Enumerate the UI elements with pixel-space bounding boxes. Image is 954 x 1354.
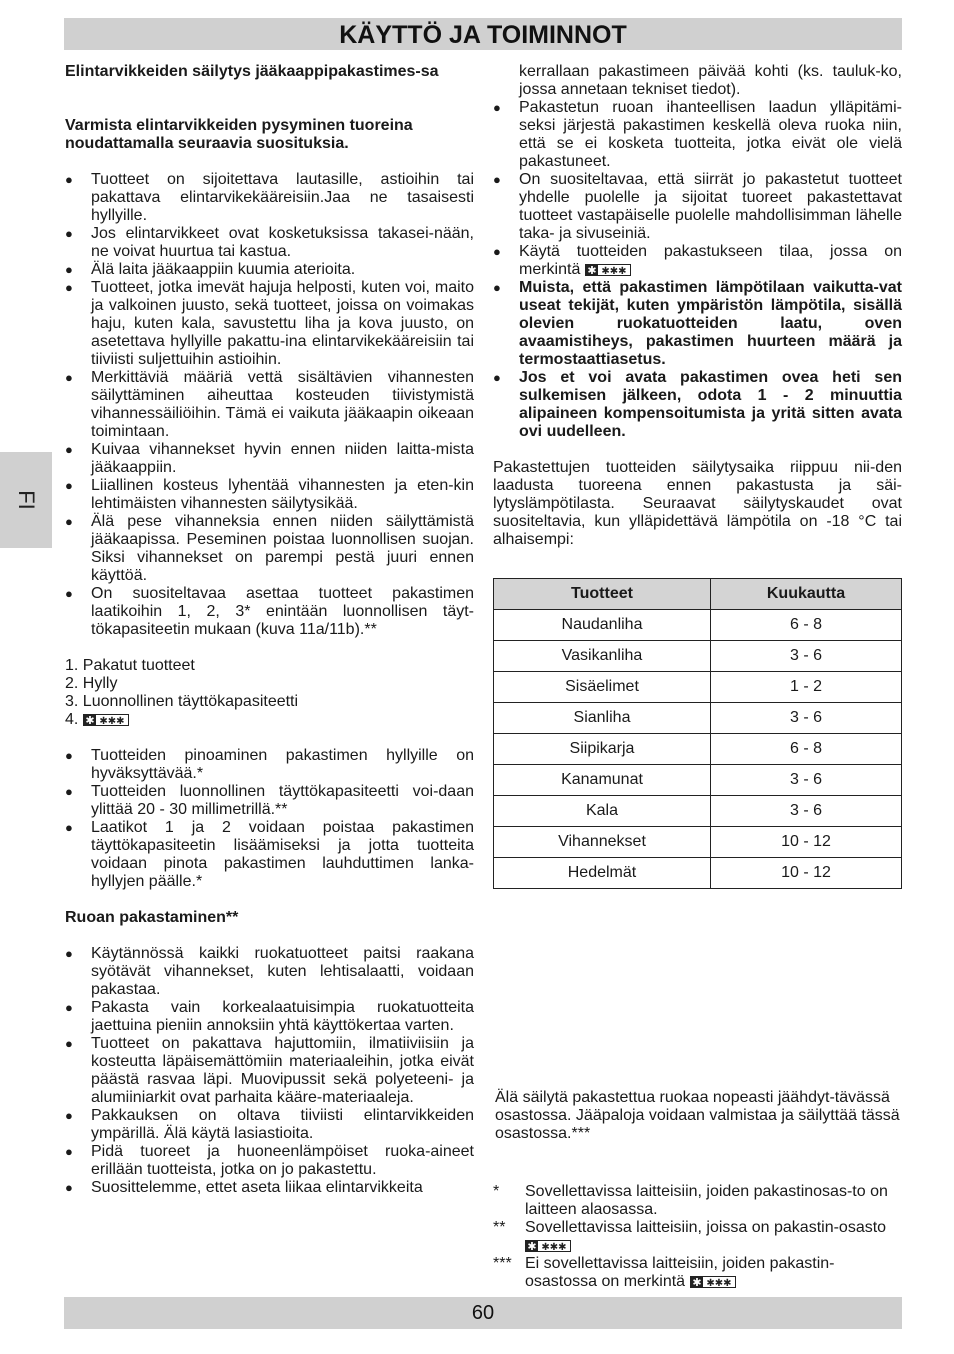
header-bar	[64, 18, 902, 50]
continued-text: kerrallaan pakastimeen päivää kohti (ks. tauluk-ko, jossa annetaan tekniset tiedot).	[519, 63, 902, 98]
section-heading-freezing: Ruoan pakastaminen**	[65, 909, 239, 926]
footnote	[493, 1255, 902, 1291]
left-column	[65, 63, 474, 1197]
legend-item: 3. Luonnollinen täyttökapasiteetti	[65, 693, 299, 710]
page-number: 60	[471, 1302, 495, 1324]
list-item: ● Pakasta vain korkealaatuisimpia ruokatuotteita jaettuina pieniin annoksiin yhtä käyttökertaa varten.	[65, 999, 474, 1035]
list-item: ● Tuotteiden pinoaminen pakastimen hyllyille on hyväksyttävää.*	[65, 747, 474, 783]
table-row	[494, 858, 902, 889]
list-item: ● Jos elintarvikkeet ovat kosketuksissa takasei-nään, ne voivat huurtua tai kastua.	[65, 225, 474, 261]
list-item: ● Suosittelemme, ettet aseta liikaa elintarvikkeita	[65, 1179, 474, 1197]
table-row	[494, 672, 902, 703]
list-item: ● Pidä tuoreet ja huoneenlämpöiset ruoka-aineet erillään tuotteista, jotka on jo pakastettu.	[65, 1143, 474, 1179]
four-star-freezer-icon	[690, 1276, 736, 1288]
table-row	[494, 827, 902, 858]
footnote	[493, 1183, 902, 1219]
months-cell: 10 - 12	[711, 858, 902, 889]
product-cell: Kala	[494, 796, 711, 827]
footnote-text: Sovellettavissa laitteisiin, joiden pakastinosas-to on laitteen alaosassa.	[525, 1183, 888, 1218]
table-row	[494, 641, 902, 672]
product-cell: Kanamunat	[494, 765, 711, 796]
svg-text:✱: ✱	[691, 1276, 702, 1288]
list-item: ● Tuotteet, jotka imevät hajuja helposti, kuten voi, maito ja valkoinen juusto, sekä tuotteet, joissa on voimakas haju, kuten kala, savustettu liha ja kova juusto, on asetettava hyllyille pakattu-ina elintarvikekääreisiin tai tiiviisti suljettuihin astioihin.	[65, 279, 474, 369]
storage-time-table	[493, 578, 902, 889]
column-header: Kuukautta	[711, 579, 902, 610]
table-header-row	[494, 579, 902, 610]
list-item: ● Pakastetun ruoan ihanteellisen laadun ylläpitämi-seksi järjestä pakastimen keskellä oleva ruoka niin, että se ei kosketa tuotteita, jotka eivät ole vielä pakastuneet.	[493, 99, 902, 171]
section-heading-storage: Elintarvikkeiden säilytys jääkaappipakastimes-sa	[65, 63, 439, 80]
list-item: ● Pakkauksen on oltava tiiviisti elintarvikkeiden ympärillä. Älä käytä lasiastioita.	[65, 1107, 474, 1143]
list-item: ● Tuotteiden luonnollinen täyttökapasiteetti voi-daan ylittää 20 - 30 millimetrillä.**	[65, 783, 474, 819]
footnote-mark: **	[493, 1219, 506, 1236]
product-cell: Naudanliha	[494, 610, 711, 641]
four-star-freezer-icon	[585, 264, 631, 276]
freezing-tips-list	[65, 945, 474, 1197]
list-item-important: ● Jos et voi avata pakastimen ovea heti sen sulkemisen jälkeen, odota 1 - 2 minuuttia alipaineen kompensoitumista ja yritä sitten avata ovi uudelleen.	[493, 369, 902, 441]
months-cell: 3 - 6	[711, 703, 902, 734]
list-item-important: ● Muista, että pakastimen lämpötilaan vaikutta-vat useat tekijät, kuten ympäristön lämpötila, sisällä olevien ruokatuotteiden laatu, oven avaamistiheys, pakastimen huurteen määrä ja termostaattiasetus.	[493, 279, 902, 369]
legend-item: 2. Hylly	[65, 675, 118, 692]
list-item: ● Käytännössä kaikki ruokatuotteet paitsi raakana syötävät vihannekset, kuten lehtisalaatti, voidaan pakastaa.	[65, 945, 474, 999]
months-cell: 3 - 6	[711, 641, 902, 672]
table-row	[494, 610, 902, 641]
footnote-text: Sovellettavissa laitteisiin, joissa on pakastin-osasto	[525, 1219, 887, 1236]
fast-cooling-note	[495, 1089, 902, 1143]
language-tab	[0, 452, 52, 548]
list-item: ● Älä pese vihanneksia ennen niiden säilyttämistä jääkaapissa. Peseminen poistaa luonnollisen suojan. Siksi vihannekset on parempi pestä juuri ennen käyttöä.	[65, 513, 474, 585]
freezer-shelf-tips-list	[65, 747, 474, 891]
product-cell: Vasikanliha	[494, 641, 711, 672]
footnote-text: Ei sovellettavissa laitteisiin, joiden pakastin-osastossa on merkintä	[525, 1255, 835, 1290]
note-text: Älä säilytä pakastettua ruokaa nopeasti jäähdyt-tävässä osastossa. Jääpaloja voidaan valmistaa ja säilyttää tässä osastossa.***	[495, 1089, 900, 1142]
table-row	[494, 765, 902, 796]
table-row	[494, 703, 902, 734]
list-item: ● Tuotteet on sijoitettava lautasille, astioihin tai pakattava elintarvikekääreisiin.Jaa ne tasaisesti hyllyille.	[65, 171, 474, 225]
four-star-freezer-icon	[525, 1240, 571, 1252]
months-cell: 3 - 6	[711, 796, 902, 827]
list-item: ● Laatikot 1 ja 2 voidaan poistaa pakastimen täyttökapasiteetin lisäämiseksi ja jotta tuotteita voidaan pinota pakastimen lauhduttimen lanka-hyllyjen päälle.*	[65, 819, 474, 891]
legend-item: 1. Pakatut tuotteet	[65, 657, 195, 674]
storage-tips-list	[65, 171, 474, 639]
list-item: ● Kuivaa vihannekset hyvin ennen niiden laitta-mista jääkaappiin.	[65, 441, 474, 477]
four-star-freezer-icon	[83, 714, 129, 726]
months-cell: 6 - 8	[711, 734, 902, 765]
product-cell: Sisäelimet	[494, 672, 711, 703]
list-item: ● Älä laita jääkaappiin kuumia aterioita.	[65, 261, 474, 279]
page-title: KÄYTTÖ JA TOIMINNOT	[339, 21, 627, 49]
product-cell: Hedelmät	[494, 858, 711, 889]
freezing-tips-list-continued	[493, 99, 902, 441]
list-item: ● Merkittäviä määriä vettä sisältävien vihannesten säilyttäminen aiheuttaa kosteuden tiivistymistä vihannessäiliöihin. Tämä ei vaikuta jääkaapin oikeaan toimintaan.	[65, 369, 474, 441]
numbered-legend	[65, 657, 474, 729]
storage-time-paragraph: Pakastettujen tuotteiden säilytysaika riippuu nii-den laadusta tuoreena ennen pakastusta ja säi-lytyslämpötilasta. Seuraavat säilytyskaudet ovat suositeltavia, kun ylläpidettävä lämpötila on -18 °C tai alhaisempi:	[493, 459, 902, 548]
list-item: ● On suositeltavaa, että siirrät jo pakastetut tuotteet yhdelle puolelle ja sijoitat tuoreet pakastettavat tuotteet vastapäiselle puolelle mahdollisimman lähelle taka- ja sivuseiniä.	[493, 171, 902, 243]
svg-text:✱: ✱	[527, 1240, 537, 1252]
svg-text:✱✱✱: ✱✱✱	[541, 1242, 567, 1252]
language-code: FI	[14, 490, 39, 510]
svg-text:✱✱✱: ✱✱✱	[705, 1278, 732, 1288]
product-cell: Sianliha	[494, 703, 711, 734]
svg-text:✱✱✱: ✱✱✱	[99, 716, 125, 726]
footnote-mark: ***	[493, 1255, 512, 1272]
svg-text:✱✱✱: ✱✱✱	[601, 266, 627, 276]
list-item: ● Käytä tuotteiden pakastukseen tilaa, jossa on merkintä ✱ ✱✱✱	[493, 243, 902, 279]
list-item: ● Tuotteet on pakattava hajuttomiin, ilmatiiviisiin ja kosteutta läpäisemättömiin materiaaleihin, jotka eivät päästä rasvaa läpi. Muovipussit sekä polyeteeni- ja alumiiniarkit ovat parhaita kääre-materiaaleja.	[65, 1035, 474, 1107]
months-cell: 1 - 2	[711, 672, 902, 703]
legend-item: 4. ✱ ✱✱✱	[65, 711, 474, 729]
months-cell: 6 - 8	[711, 610, 902, 641]
months-cell: 3 - 6	[711, 765, 902, 796]
list-item: ● On suositeltavaa asettaa tuotteet pakastimen laatikoihin 1, 2, 3* enintään luonnollisen täyt-tökapasiteetin mukaan (kuva 11a/11b).**	[65, 585, 474, 639]
svg-text:✱: ✱	[85, 714, 95, 726]
column-header: Tuotteet	[494, 579, 711, 610]
product-cell: Siipikarja	[494, 734, 711, 765]
product-cell: Vihannekset	[494, 827, 711, 858]
table-row	[494, 796, 902, 827]
table-row	[494, 734, 902, 765]
right-column	[493, 63, 902, 549]
section-subheading: Varmista elintarvikkeiden pysyminen tuoreina noudattamalla seuraavia suosituksia.	[65, 117, 413, 152]
list-item: ● Liiallinen kosteus lyhentää vihannesten ja eten-kin lehtimäisten vihannesten säilytysikää.	[65, 477, 474, 513]
footnote-mark: *	[493, 1183, 500, 1200]
footnotes	[493, 1183, 902, 1291]
months-cell: 10 - 12	[711, 827, 902, 858]
footnote	[493, 1219, 902, 1255]
svg-text:✱: ✱	[587, 264, 597, 276]
footer-bar	[64, 1297, 902, 1329]
